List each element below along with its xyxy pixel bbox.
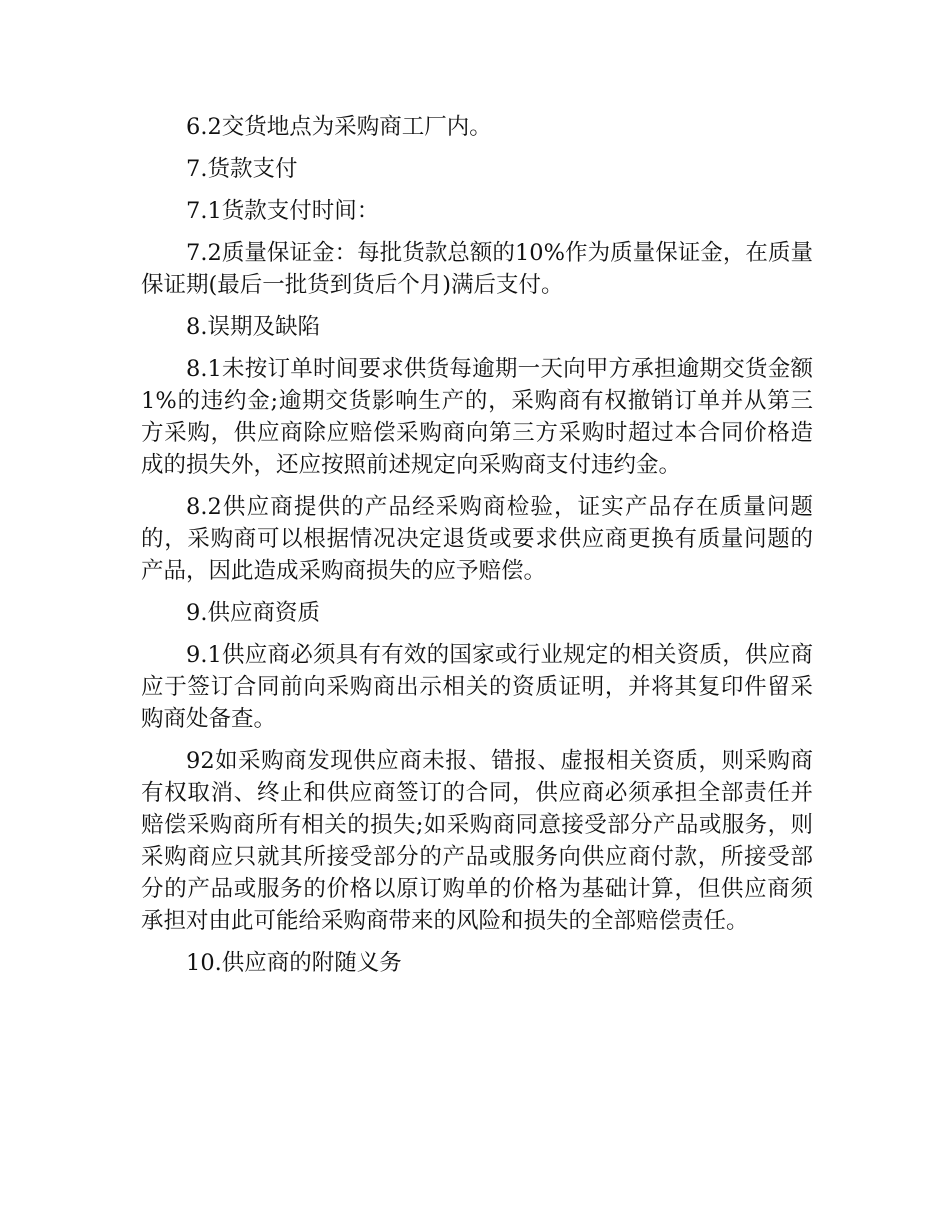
clause-7-1: 7.1货款支付时间： <box>186 198 380 224</box>
clause-8-2: 8.2供应商提供的产品经采购商检验，证实产品存在质量问题的，采购商可以根据情况决定退货或要求供应商更换有质量问题的产品，因此造成采购商损失的应予赔偿。 <box>141 494 813 584</box>
section-7-heading: 7.货款支付 <box>186 156 298 182</box>
clause-8-1: 8.1未按订单时间要求供货每逾期一天向甲方承担逾期交货金额1%的违约金;逾期交货影响生产的，采购商有权撤销订单并从第三方采购，供应商除应赔偿采购商向第三方采购时超过本合同价格造成的损失外，还应按照前述规定向采购商支付违约金。 <box>141 356 813 478</box>
clause-6-2: 6.2交货地点为采购商工厂内。 <box>186 114 492 140</box>
document-body <box>141 111 813 989</box>
clause-7-2: 7.2质量保证金：每批货款总额的10%作为质量保证金，在质量保证期(最后一批货到货后个月)满后支付。 <box>141 240 813 298</box>
section-10-heading: 10.供应商的附随义务 <box>186 950 402 976</box>
clause-9-1: 9.1供应商必须具有有效的国家或行业规定的相关资质，供应商应于签订合同前向采购商出示相关的资质证明，并将其复印件留采购商处备查。 <box>141 642 813 732</box>
section-9-heading: 9.供应商资质 <box>186 600 320 626</box>
section-8-heading: 8.误期及缺陷 <box>186 314 320 340</box>
clause-9-2: 92如采购商发现供应商未报、错报、虚报相关资质，则采购商有权取消、终止和供应商签订的合同，供应商必须承担全部责任并赔偿采购商所有相关的损失;如采购商同意接受部分产品或服务，则采购商应只就其所接受部分的产品或服务向供应商付款，所接受部分的产品或服务的价格以原订购单的价格为基础计算，但供应商须承担对由此可能给采购商带来的风险和损失的全部赔偿责任。 <box>141 748 813 934</box>
